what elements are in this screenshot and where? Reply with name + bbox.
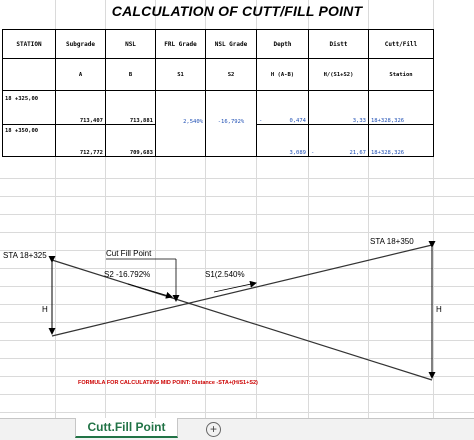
sheet-title: CALCULATION OF CUTT/FILL POINT [111,3,363,19]
right-h-label: H [436,305,442,314]
header-cell[interactable]: Distt [309,30,369,59]
nsl-grade-cell[interactable]: -16,792% [206,91,257,125]
nsl-cell[interactable]: 713,881 [106,91,156,125]
s1-label: S1(2.540% [205,270,245,279]
station-cell[interactable]: 18 +350,00 [3,125,56,157]
cutfill-cell[interactable]: 18+328,326 [369,91,434,125]
depth-sign: - [259,118,263,124]
sheet-tab-cutt-fill-point[interactable]: Cutt.Fill Point [75,418,178,438]
sta-left-label: STA 18+325 [3,251,47,260]
subheader-cell[interactable]: Station [369,59,434,91]
subheader-cell[interactable]: H (A-B) [257,59,309,91]
subgrade-cell[interactable]: 712,772 [56,125,106,157]
distt-cell[interactable]: 3,33 [309,91,369,125]
nsl-cell[interactable]: 709,683 [106,125,156,157]
left-h-label: H [42,305,48,314]
s2-direction-arrow [128,284,172,297]
sheet-tab-bar [0,418,474,440]
subgrade-cell[interactable]: 713,407 [56,91,106,125]
header-cell[interactable]: Subgrade [56,30,106,59]
header-cell[interactable]: FRL Grade [156,30,206,59]
distt-value: 21,67 [349,150,366,156]
sta-right-label: STA 18+350 [370,237,414,246]
header-cell[interactable]: Cutt/Fill [369,30,434,59]
subheader-cell[interactable]: S2 [206,59,257,91]
add-sheet-icon[interactable]: + [206,422,221,437]
station-cell[interactable]: 18 +325,00 [3,91,56,125]
header-cell[interactable]: NSL Grade [206,30,257,59]
cut-fill-point-label: Cut Fill Point [106,249,152,258]
frl-grade-cell[interactable]: 2,540% [156,91,206,125]
s2-label: S2 -16.792% [104,270,151,279]
header-cell[interactable]: STATION [3,30,56,59]
subheader-cell[interactable]: B [106,59,156,91]
cutfill-cell[interactable]: 18+328,326 [369,125,434,157]
depth-value: 0,474 [289,118,306,124]
header-cell[interactable]: Depth [257,30,309,59]
s1-direction-arrow [214,283,256,292]
subheader-cell[interactable]: S1 [156,59,206,91]
depth-cell[interactable]: 3,089 [257,125,309,157]
subheader-cell[interactable]: A [56,59,106,91]
header-cell[interactable]: NSL [106,30,156,59]
formula-note: FORMULA FOR CALCULATING MID POINT: Distance -STA+(H/S1+S2) [78,380,258,386]
subheader-cell[interactable]: H/(S1+S2) [309,59,369,91]
distt-sign: - [311,150,315,156]
